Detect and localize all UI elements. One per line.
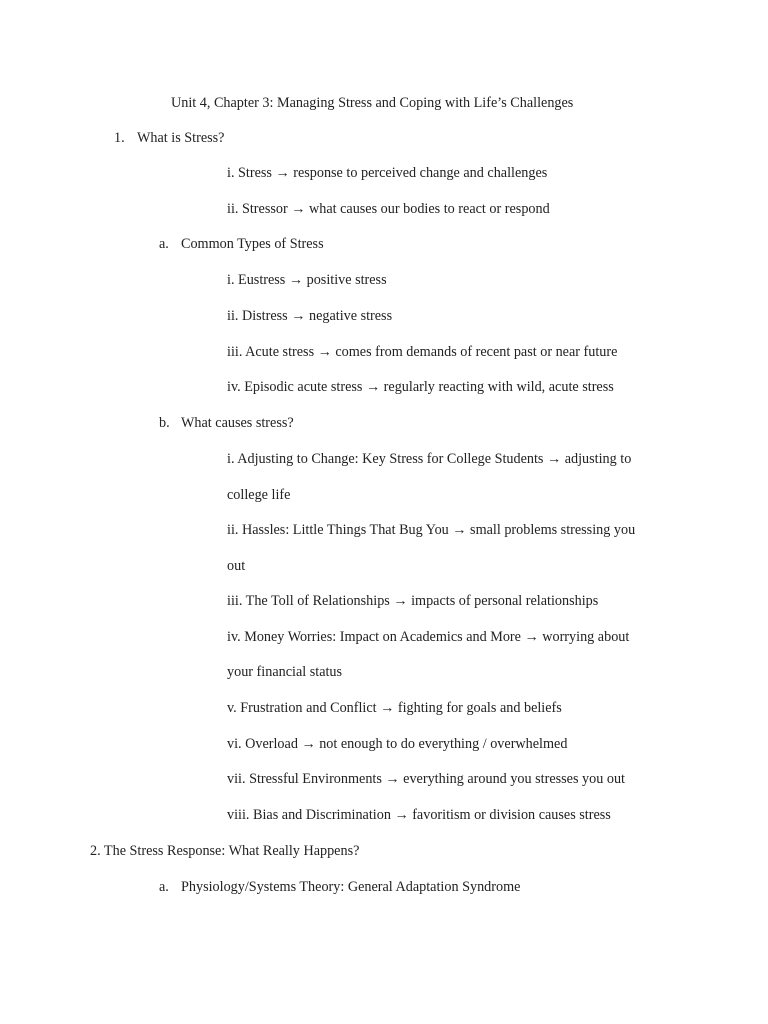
section-1-heading: What is Stress? (137, 130, 225, 146)
definition-stressor: ii. Stressor → what causes our bodies to react or respond (227, 201, 550, 217)
stress-type-item: iv. Episodic acute stress → regularly reacting with wild, acute stress (227, 379, 614, 395)
stress-type-item: i. Eustress → positive stress (227, 272, 387, 288)
stress-cause-line: vi. Overload → not enough to do everything / overwhelmed (227, 736, 568, 752)
section-1-number: 1. (114, 130, 125, 146)
stress-cause-line: iv. Money Worries: Impact on Academics and More → worrying about (227, 629, 630, 645)
section-2-subsection-a-marker: a. (159, 879, 169, 895)
stress-cause-line: your financial status (227, 664, 343, 680)
stress-type-item: iii. Acute stress → comes from demands of recent past or near future (227, 344, 618, 360)
stress-cause-line: iii. The Toll of Relationships → impacts of personal relationships (227, 593, 599, 609)
subsection-b-marker: b. (159, 415, 170, 431)
definition-stress: i. Stress → response to perceived change and challenges (227, 165, 548, 181)
stress-cause-line: ii. Hassles: Little Things That Bug You → small problems stressing you (227, 522, 636, 538)
section-2-subsection-a-heading: Physiology/Systems Theory: General Adaptation Syndrome (181, 879, 521, 895)
stress-cause-line: v. Frustration and Conflict → fighting for goals and beliefs (227, 700, 562, 716)
stress-cause-line: college life (227, 487, 291, 503)
subsection-a-marker: a. (159, 236, 169, 252)
subsection-a-heading: Common Types of Stress (181, 236, 324, 252)
stress-cause-line: vii. Stressful Environments → everything around you stresses you out (227, 771, 625, 787)
stress-cause-line: i. Adjusting to Change: Key Stress for College Students → adjusting to (227, 451, 632, 467)
subsection-b-heading: What causes stress? (181, 415, 294, 431)
stress-type-item: ii. Distress → negative stress (227, 308, 393, 324)
stress-cause-line: viii. Bias and Discrimination → favoritism or division causes stress (227, 807, 611, 823)
section-2-heading: 2. The Stress Response: What Really Happens? (90, 843, 360, 859)
document-title: Unit 4, Chapter 3: Managing Stress and Coping with Life’s Challenges (171, 95, 574, 111)
stress-cause-line: out (227, 558, 246, 574)
